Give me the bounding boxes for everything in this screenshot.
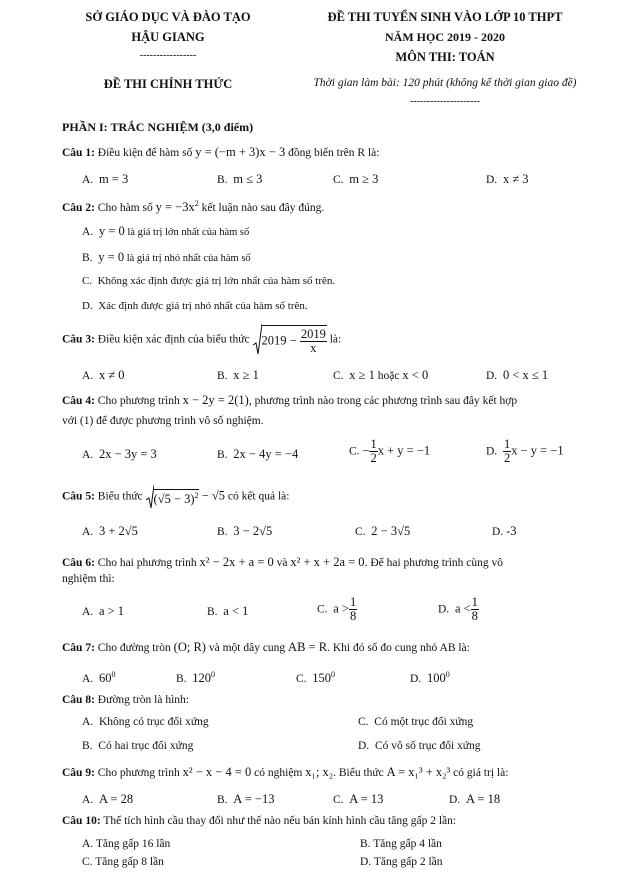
question-2: Câu 2: Cho hàm số $y = -3x^2$ kết luận nào sau đây đúng. bbox=[62, 199, 325, 214]
q6-option-d[interactable]: D. a < $\frac{1}{8}$ bbox=[438, 595, 478, 624]
q1-option-b[interactable]: B. m ≤ 3 bbox=[217, 172, 263, 186]
radical-sign bbox=[146, 484, 154, 510]
q9-option-d[interactable]: D. A = 18 bbox=[449, 792, 501, 806]
question-label: Câu 8: bbox=[62, 694, 95, 706]
q10-option-b[interactable]: B. Tăng gấp 4 lần bbox=[360, 838, 442, 850]
question-4: Câu 4: Cho phương trình x − 2y = 2(1), phương trình nào trong các phương trình sau đây kết hợp bbox=[62, 393, 518, 407]
q2-option-c[interactable]: C. Không xác định được giá trị lớn nhất của hàm số trên. bbox=[82, 275, 336, 287]
question-label: Câu 7: bbox=[62, 642, 95, 654]
q5-option-c[interactable]: C. 2 − 3√5 bbox=[355, 524, 411, 538]
question-label: Câu 3: bbox=[62, 333, 95, 346]
q7-option-b[interactable]: B. $120^0$ bbox=[176, 670, 216, 685]
radicand: $(√5 - 3)^2$ bbox=[153, 490, 199, 506]
question-5: Câu 5: Biểu thức $(√5 - 3)^2 - √5$ có kết quả là: bbox=[62, 484, 289, 510]
q8-option-a[interactable]: A. Không có trục đối xứng bbox=[82, 716, 209, 728]
header-year: NĂM HỌC 2019 - 2020 bbox=[385, 30, 505, 44]
q7-option-d[interactable]: D. $100^0$ bbox=[410, 670, 450, 685]
q10-option-a[interactable]: A. Tăng gấp 16 lần bbox=[82, 838, 171, 850]
header-province: HẬU GIANG bbox=[131, 30, 205, 44]
q4-option-b[interactable]: B. 2x − 4y = −4 bbox=[217, 447, 299, 461]
header-title: ĐỀ THI TUYỂN SINH VÀO LỚP 10 THPT bbox=[327, 10, 563, 24]
q2-option-d[interactable]: D. Xác định được giá trị nhỏ nhất của hàm số trên. bbox=[82, 300, 308, 312]
section-title: PHẦN I: TRẮC NGHIỆM (3,0 điểm) bbox=[62, 120, 254, 134]
q7-option-c[interactable]: C. $150^0$ bbox=[296, 670, 336, 685]
q5-option-a[interactable]: A. 3 + 2√5 bbox=[82, 524, 138, 538]
q9-option-c[interactable]: C. A = 13 bbox=[333, 792, 384, 806]
q1-option-a[interactable]: A. m = 3 bbox=[82, 172, 129, 186]
q6-option-c[interactable]: C. a > $\frac{1}{8}$ bbox=[317, 595, 357, 624]
q1-option-c[interactable]: C. m ≥ 3 bbox=[333, 172, 379, 186]
question-10: Câu 10: Thể tích hình cầu thay đổi như thế nào nếu bán kính hình cầu tăng gấp 2 lần: bbox=[62, 815, 457, 827]
q3-option-d[interactable]: D. 0 < x ≤ 1 bbox=[486, 368, 549, 382]
question-6: Câu 6: Cho hai phương trình x² − 2x + a = 0 và x² + x + 2a = 0. Để hai phương trình cùng vô bbox=[62, 555, 504, 569]
question-1: Câu 1: Điều kiện để hàm số y = (−m + 3)x − 3 đồng biến trên R là: bbox=[62, 145, 380, 159]
header-left-dashes: ----------------- bbox=[139, 50, 197, 61]
q3-option-b[interactable]: B. x ≥ 1 bbox=[217, 368, 259, 382]
q9-option-b[interactable]: B. A = −13 bbox=[217, 792, 275, 806]
formula: y = (−m + 3)x − 3 bbox=[195, 145, 286, 159]
q3-option-a[interactable]: A. x ≠ 0 bbox=[82, 368, 125, 382]
q8-option-d[interactable]: D. Có vô số trục đối xứng bbox=[358, 740, 481, 752]
question-label: Câu 9: bbox=[62, 767, 95, 779]
header-right-dashes: --------------------- bbox=[410, 96, 480, 107]
q10-option-c[interactable]: C. Tăng gấp 8 lần bbox=[82, 856, 164, 868]
q6-option-b[interactable]: B. a < 1 bbox=[207, 604, 249, 618]
question-8: Câu 8: Đường tròn là hình: bbox=[62, 694, 189, 706]
question-label: Câu 5: bbox=[62, 490, 95, 503]
header-time: Thời gian làm bài: 120 phút (không kể thời gian giao đề) bbox=[313, 77, 577, 89]
question-label: Câu 1: bbox=[62, 147, 95, 159]
question-label: Câu 6: bbox=[62, 557, 95, 569]
question-9: Câu 9: Cho phương trình x² − x − 4 = 0 có nghiệm x₁; x₂. Biểu thức A = x₁³ + x₂³ có giá trị là: bbox=[62, 765, 509, 779]
q4-option-d[interactable]: D. $\frac{1}{2}$ x − y = −1 bbox=[486, 437, 564, 466]
question-label: Câu 4: bbox=[62, 395, 95, 407]
q1-option-d[interactable]: D. x ≠ 3 bbox=[486, 172, 529, 186]
q8-option-c[interactable]: C. Có một trục đối xứng bbox=[358, 716, 474, 728]
question-4-line2: với (1) để được phương trình vô số nghiệm. bbox=[62, 415, 264, 427]
q6-option-a[interactable]: A. a > 1 bbox=[82, 604, 125, 618]
q2-option-b[interactable]: B. y = 0 là giá trị nhỏ nhất của hàm số bbox=[82, 250, 251, 264]
q3-option-c[interactable]: C. x ≥ 1 hoặc x < 0 bbox=[333, 368, 429, 382]
question-6-line2: nghiệm thì: bbox=[62, 573, 115, 585]
question-7: Câu 7: Cho đường tròn (O; R) và một dây cung AB = R. Khi đó số đo cung nhỏ AB là: bbox=[62, 640, 470, 654]
header-subject: MÔN THI: TOÁN bbox=[395, 50, 495, 64]
header-dept: SỞ GIÁO DỤC VÀ ĐÀO TẠO bbox=[85, 10, 251, 24]
header-official: ĐỀ THI CHÍNH THỨC bbox=[103, 77, 233, 91]
q2-option-a[interactable]: A. y = 0 là giá trị lớn nhất của hàm số bbox=[82, 224, 250, 238]
q4-option-a[interactable]: A. 2x − 3y = 3 bbox=[82, 447, 157, 461]
q10-option-d[interactable]: D. Tăng gấp 2 lần bbox=[360, 856, 443, 868]
question-3: Câu 3: Điều kiện xác định của biểu thức 2019 − $\frac{2019}{x}$ là: bbox=[62, 323, 341, 357]
q7-option-a[interactable]: A. $60^0$ bbox=[82, 670, 116, 685]
q8-option-b[interactable]: B. Có hai trục đối xứng bbox=[82, 740, 194, 752]
q9-option-a[interactable]: A. A = 28 bbox=[82, 792, 134, 806]
question-label: Câu 2: bbox=[62, 201, 95, 214]
radicand: 2019 − $\frac{2019}{x}$ bbox=[261, 326, 326, 355]
q4-option-c[interactable]: C. − $\frac{1}{2}$ x + y = −1 bbox=[349, 437, 431, 466]
question-label: Câu 10: bbox=[62, 815, 101, 827]
q5-option-d[interactable]: D. -3 bbox=[492, 524, 517, 538]
q5-option-b[interactable]: B. 3 − 2√5 bbox=[217, 524, 273, 538]
radical-sign bbox=[253, 323, 262, 357]
